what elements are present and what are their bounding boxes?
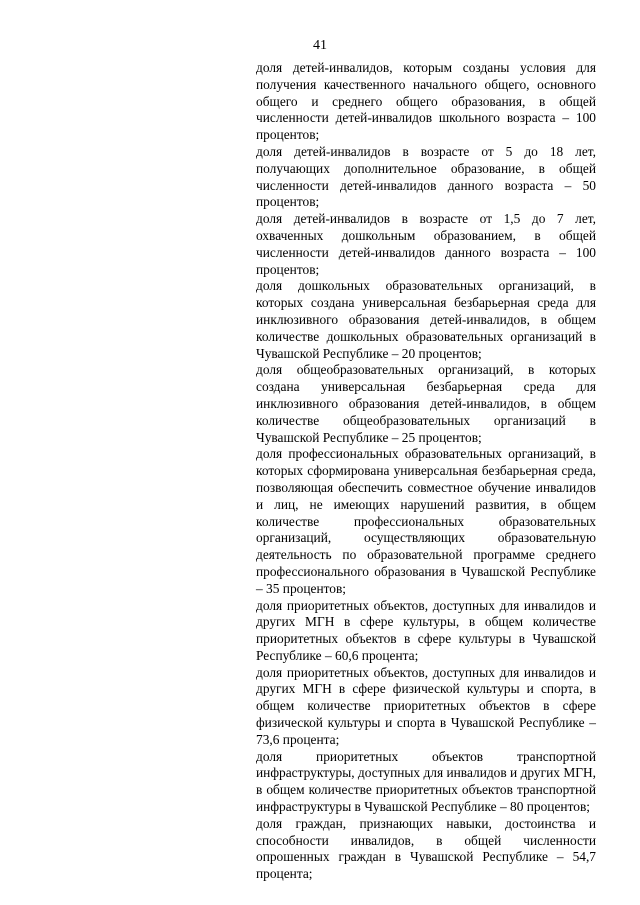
indicator-item: доля приоритетных объектов транспортной инфраструктуры, доступных для инвалидов и других МГН, в общем количестве приоритетных объектов транспортной инфраструктуры в Чувашской Республике – 80 процентов;: [256, 748, 596, 815]
indicator-item: доля профессиональных образовательных организаций, в которых сформирована универсальная безбарьерная среда, позволяющая обеспечить совместное обучение инвалидов и лиц, не имеющих нарушений развития, в общем количестве профессиональных образовательных организаций, осуществляющих образовательную деятельность по образовательной программе среднего профессионального образования в Чувашской Республике – 35 процентов;: [256, 446, 596, 596]
indicator-item: доля дошкольных образовательных организаций, в которых создана универсальная безбарьерная среда для инклюзивного образования детей-инвалидов, в общем количестве дошкольных образовательных организаций в Чувашской Республике – 20 процентов;: [256, 278, 596, 361]
indicator-item: доля детей-инвалидов, которым созданы условия для получения качественного начального общего, основного общего и среднего общего образования, в общей численности детей-инвалидов школьного возраста – 100 процентов;: [256, 60, 596, 143]
indicator-item: доля граждан, признающих навыки, достоинства и способности инвалидов, в общей численности опрошенных граждан в Чувашской Республике – 54,7 процента;: [256, 815, 596, 882]
indicator-item: доля общеобразовательных организаций, в которых создана универсальная безбарьерная среда для инклюзивного образования детей-инвалидов, в общем количестве общеобразовательных организаций в Чувашской Республике – 25 процентов;: [256, 362, 596, 445]
page-number: 41: [313, 38, 327, 53]
indicator-item: доля приоритетных объектов, доступных для инвалидов и других МГН в сфере физической культуры и спорта, в общем количестве приоритетных объектов в сфере физической культуры и спорта в Чувашской Республике – 73,6 процента;: [256, 664, 596, 747]
indicator-item: доля детей-инвалидов в возрасте от 1,5 до 7 лет, охваченных дошкольным образованием, в общей численности детей-инвалидов данного возраста – 100 процентов;: [256, 211, 596, 277]
indicator-item: доля детей-инвалидов в возрасте от 5 до 18 лет, получающих дополнительное образование, в общей численности детей-инвалидов данного возраста – 50 процентов;: [256, 143, 596, 210]
indicator-item: доля приоритетных объектов, доступных для инвалидов и других МГН в сфере культуры, в общем количестве приоритетных объектов в сфере культуры в Чувашской Республике – 60,6 процента;: [256, 597, 596, 663]
indicator-list: [256, 60, 596, 883]
